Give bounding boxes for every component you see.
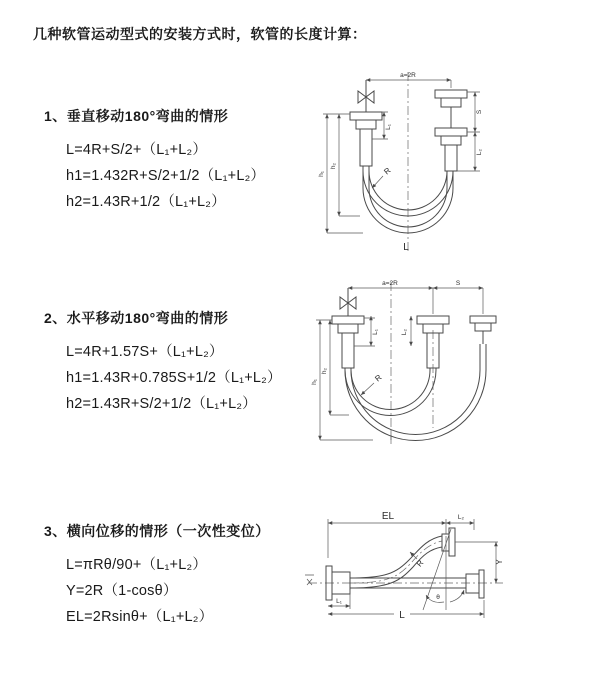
diagram-vertical-180-bend-svg [308,66,598,258]
dimension-s [433,280,483,288]
section-heading: 2、水平移动180°弯曲的情形 [44,310,229,326]
displaced-flange [442,528,455,556]
diagram-lateral-displacement-svg [298,496,598,664]
hose-braid-left [360,129,372,166]
label-l: L [399,610,405,621]
hose-braid-left [342,333,354,368]
diagram-lateral-displacement [298,496,598,664]
label-h2: h₂ [330,162,337,170]
dimension-h1 [318,114,363,233]
formula-line: L=4R+1.57S+（L₁+L₂） [66,344,224,360]
dimension-a2r [366,72,451,88]
label-s: S [476,109,483,115]
label-l1: L₁ [372,329,379,335]
formula-line: h2=1.43R+1/2（L₁+L₂） [66,194,226,210]
section-lateral-displacement [44,521,319,630]
diagram-vertical-180-bend [308,66,598,258]
dimension-el [328,511,446,558]
formula-line: h2=1.43R+S/2+1/2（L₁+L₂） [66,396,257,412]
label-r: R [373,372,384,384]
formula-line: h1=1.43R+0.785S+1/2（L₁+L₂） [66,370,282,386]
label-h1: h₁ [318,171,325,177]
left-flange [350,112,382,129]
label-theta: θ [436,594,440,601]
section-horizontal-movement [44,308,319,417]
section-vertical-movement [44,106,319,215]
radius-leader [372,166,393,188]
label-h2: h₂ [321,367,328,375]
right-pipe-flanges [435,90,467,145]
valve-icon [358,80,374,112]
diagram-horizontal-180-bend-svg [303,278,598,466]
label-l-total: L [403,242,409,253]
section-heading: 3、横向位移的情形（一次性变位） [44,523,270,539]
diagram-horizontal-180-bend [303,278,598,466]
formula-line: h1=1.432R+S/2+1/2（L₁+L₂） [66,168,266,184]
formula-line: L=4R+S/2+（L₁+L₂） [66,142,208,158]
label-l2: L₂ [476,148,483,156]
left-flange [332,316,364,333]
label-l2: L₂ [457,514,465,521]
formula-line: L=πRθ/90+（L₁+L₂） [66,557,208,573]
radius-leader [410,552,426,568]
dimension-a2r [348,280,483,314]
dimension-l-total [328,600,484,621]
label-l1: L₁ [336,598,342,605]
label-h1: h₁ [311,379,318,385]
right-flange [466,570,484,598]
dimension-l2 [475,132,483,171]
label-s: S [455,280,461,287]
label-a2r: a=2R [400,72,416,79]
radius-leader [361,373,384,395]
section-heading: 1、垂直移动180°弯曲的情形 [44,108,229,124]
label-a2r: a=2R [382,280,398,287]
label-l1: L₁ [385,124,392,130]
hose-displaced-position [350,536,442,588]
centerline-symbol [305,575,314,585]
label-l2: L₂ [401,328,408,336]
label-r: R [382,165,393,177]
hose-u-bend [345,344,486,441]
label-y: Y [495,559,504,565]
formula-line: Y=2R（1-cosθ） [66,583,178,599]
right-flange [470,316,496,344]
hose-braid-right [445,145,457,171]
label-r: R [414,558,426,569]
valve-icon [340,288,356,316]
label-el: EL [381,511,395,522]
formula-line: EL=2Rsinθ+（L₁+L₂） [66,609,214,625]
dimension-l2 [401,316,411,346]
page-title: 几种软管运动型式的安装方式时，软管的长度计算： [33,26,367,42]
